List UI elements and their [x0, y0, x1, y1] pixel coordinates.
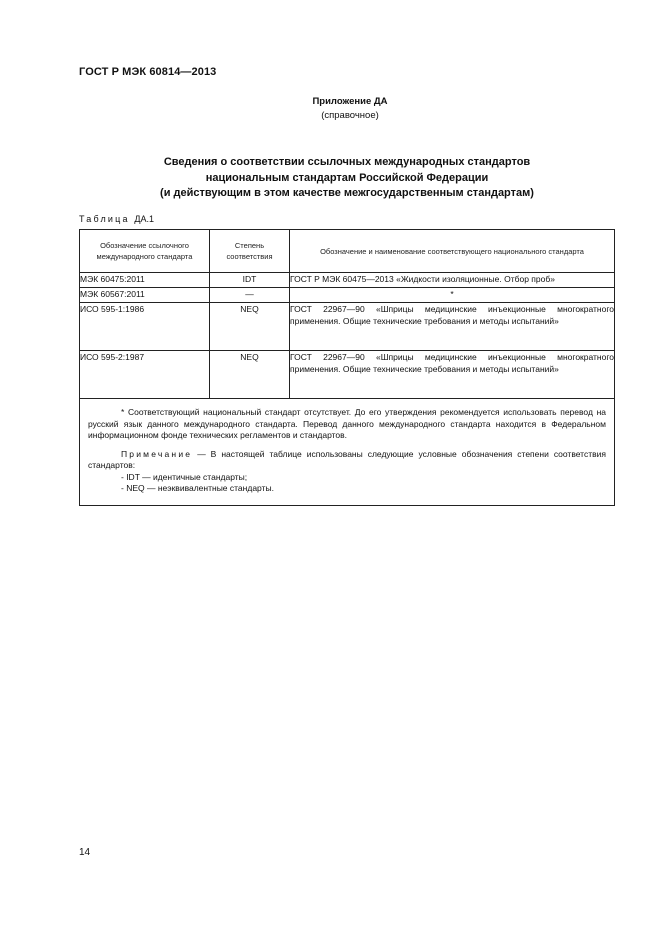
cell-national: ГОСТ 22967—90 «Шприцы медицинские инъекционные многократного применения. Общие технические требования и методы испытаний» — [290, 303, 615, 351]
document-code-header: ГОСТ Р МЭК 60814—2013 — [79, 66, 217, 78]
column-header-national: Обозначение и наименование соответствующего национального стандарта — [290, 230, 615, 273]
cell-national: * — [290, 288, 615, 303]
note-text: — В настоящей таблице использованы следующие условные обозначения степени соответствия стандартов: — [88, 448, 606, 470]
cell-standard: ИСО 595-1:1986 — [80, 303, 210, 351]
note-item: - IDT — идентичные стандарты; — [121, 471, 248, 482]
note-label: Примечание — [121, 448, 193, 459]
cell-standard: МЭК 60567:2011 — [80, 288, 210, 303]
table-header-row — [80, 230, 615, 273]
column-header-degree: Степень соответствия — [210, 230, 290, 273]
appendix-title: Приложение ДА — [312, 96, 388, 107]
table-caption-label: Таблица — [79, 214, 130, 224]
cell-national: ГОСТ 22967—90 «Шприцы медицинские инъекционные многократного применения. Общие технические требования и методы испытаний» — [290, 351, 615, 399]
table-footnote-cell — [80, 399, 615, 506]
appendix-block — [200, 95, 500, 123]
table-row — [80, 351, 615, 399]
table-note — [88, 449, 606, 472]
column-header-standard: Обозначение ссылочного международного стандарта — [80, 230, 210, 273]
heading-line: (и действующим в этом качестве межгосударственным стандартам) — [160, 187, 534, 199]
cell-standard: ИСО 595-2:1987 — [80, 351, 210, 399]
note-item: - NEQ — неэквивалентные стандарты. — [121, 483, 274, 493]
document-heading — [100, 155, 594, 202]
appendix-subtitle: (справочное) — [321, 110, 379, 121]
cell-degree: IDT — [210, 273, 290, 288]
table-footnote: * Соответствующий национальный стандарт отсутствует. До его утверждения рекомендуется использовать перевод на русский язык данного международного стандарта. Перевод данного международного стандарта находится в Федеральном информационном фонде технических регламентов и стандартов. — [88, 407, 606, 440]
correspondence-table — [79, 229, 615, 506]
cell-degree: NEQ — [210, 303, 290, 351]
cell-standard: МЭК 60475:2011 — [80, 273, 210, 288]
cell-national: ГОСТ Р МЭК 60475—2013 «Жидкости изоляционные. Отбор проб» — [290, 273, 615, 288]
table-caption — [79, 214, 154, 224]
page-number: 14 — [79, 847, 91, 858]
cell-degree: — — [210, 288, 290, 303]
table-row — [80, 273, 615, 288]
table-caption-number: ДА.1 — [134, 214, 155, 224]
table-footer-row — [80, 399, 615, 506]
cell-degree: NEQ — [210, 351, 290, 399]
heading-line: Сведения о соответствии ссылочных международных стандартов — [163, 156, 531, 168]
table-row — [80, 288, 615, 303]
heading-line: национальным стандартам Российской Федерации — [205, 171, 489, 184]
table-row — [80, 303, 615, 351]
